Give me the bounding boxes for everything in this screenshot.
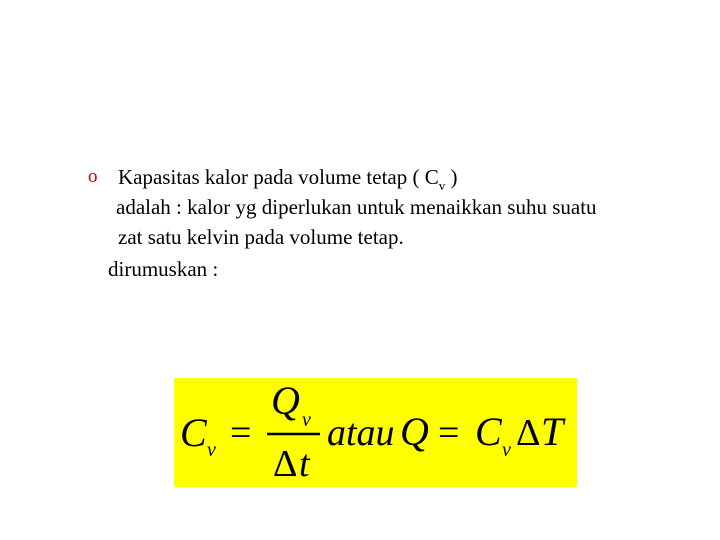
cv-subscript: v xyxy=(438,178,446,193)
formula-equals-2: = xyxy=(438,412,460,454)
definition-line-2: adalah : kalor yg diperlukan untuk menaikkan suhu suatu xyxy=(116,195,597,219)
formula-numerator-q: Q xyxy=(271,378,300,423)
formula-denominator-t: t xyxy=(299,443,310,485)
formula-rhs-delta: Δ xyxy=(516,412,541,454)
definition-line-1-text: Kapasitas kalor pada volume tetap ( C xyxy=(118,165,439,189)
bullet-marker: o xyxy=(88,166,98,187)
definition-line-1 xyxy=(118,162,457,195)
formula-numerator-sub: v xyxy=(302,409,311,431)
formula-denominator-delta: Δ xyxy=(273,443,298,485)
formula-rhs-q: Q xyxy=(400,409,429,454)
formula-connector: atau xyxy=(327,412,395,454)
formula-svg xyxy=(174,378,577,487)
formula-intro: dirumuskan : xyxy=(108,257,219,281)
formula-box xyxy=(174,378,577,487)
definition-line-1-close: ) xyxy=(445,165,458,189)
formula-lhs-sub: v xyxy=(207,439,216,461)
formula-equals-1: = xyxy=(230,412,252,454)
definition-line-3: zat satu kelvin pada volume tetap. xyxy=(118,225,404,249)
formula-rhs-t: T xyxy=(541,409,564,454)
formula-rhs-c: C xyxy=(475,409,502,454)
formula-rhs-sub: v xyxy=(502,439,511,461)
formula-lhs-c: C xyxy=(180,410,207,455)
